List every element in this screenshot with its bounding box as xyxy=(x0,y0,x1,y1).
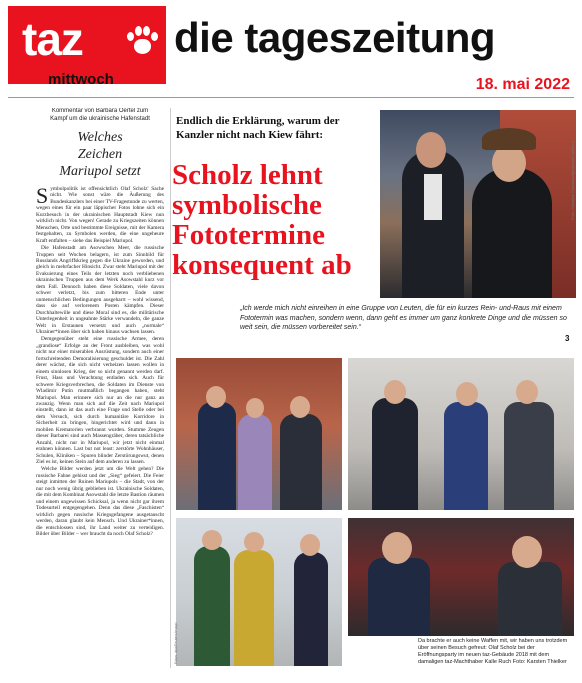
photo-figure xyxy=(290,396,310,418)
paw-icon xyxy=(126,26,158,58)
photo-caption xyxy=(418,638,574,666)
title-line: Zeichen xyxy=(77,147,123,162)
masthead-divider xyxy=(8,97,574,98)
photo-figure xyxy=(498,562,562,636)
photo-figure xyxy=(198,402,236,510)
photo-figure xyxy=(472,168,552,298)
lead-headline[interactable] xyxy=(172,160,402,280)
headline-line: Fototermine xyxy=(172,219,325,251)
commentary-body xyxy=(36,183,164,538)
column-divider xyxy=(170,108,171,668)
masthead xyxy=(0,0,582,100)
hero-photo-credit: Foto: Christian Charisius/dpa/picture alliance xyxy=(570,140,575,220)
photo-figure xyxy=(504,402,554,510)
lead-quote: „Ich werde mich nicht einreihen in eine Gruppe von Leuten, die für ein kurzes Rein- und-Raus mit einem Fototermin was machen, sondern wenn, dann geht es immer um ganz konkrete Dinge und die müssen so weit sein, die müssen vorbereitet sein.“ xyxy=(240,305,567,331)
commentary-paragraph: Demgegenüber steht eine russische Armee, deren „grandiose“ Erfolge an der Front ausbleiben, was wohl nicht nur einer miserablen Ausrüstung, sondern auch einer fortschreitenden Demoralisierung geschuldet ist. Die Zahl derer wächst, die sich nicht verheizen lassen wollen in einem sinnlosen Krieg, der so nicht genannt werden darf. Frust, Hass und Verachtung entladen sich. Auch für schwere Kriegsverbrechen, die Soldaten im Dienste von Wladimir Putin mutmaßlich begangen haben, steht Mariupol. Man erinnere sich nur an die nur ganz an zwanzig. Wenn man sich auf die Zeit nach Mariupol einstellt, dann ist das auch eine Frage und Stelle oder bei dem Versuch, sich durch humanitäre Korridore in Sicherheit zu bringen, hingerichtet wird und dann in mobilen Krematorien verbrannt wurden. Stumme Zeugen dieser Barbarei sind auch Massengräber, deren tatsächliche Anzahl, nicht nur in Mariupol, wir jetzt nicht einmal erahnen können. Last but not least: zerstörte Wohnhäuser, Schulen, Kliniken – Spuren blinder Zerstörungswut, denen Ziel es ist, keinen Stein auf dem anderen zu lassen. xyxy=(36,336,164,466)
byline-line: Kommentar von Barbara Oertel zum xyxy=(51,108,149,114)
logo-text: taz xyxy=(22,13,83,65)
commentary-column xyxy=(36,108,164,678)
photo-figure xyxy=(384,380,406,404)
headline-line: Scholz lehnt xyxy=(172,159,323,191)
photo-state-visit[interactable] xyxy=(348,358,574,510)
photo-figure xyxy=(294,552,328,666)
dropcap: S xyxy=(36,183,49,208)
photo-figure xyxy=(424,174,442,220)
photo-figure xyxy=(246,398,264,418)
photo-figure xyxy=(202,530,222,550)
paragraph-text: ymbolpolitik ist offensichtlich Olaf Scholz' Sache nicht. Wie sonst wäre die Äußerung des Bundeskanzlers bei einer TV-Fragestunde zu werten, wegen eines für ein paar läppischer Fotos lohne sich ein Kurzbesuch in der ukrainischen Hauptstadt Kiew nun wirklich nicht. Von wegen! Gerade zu Kriegszeiten können Menschen, Orte und bestimmte Ereignisse, mit der Kamera festgehalten, zu Symbolen werden, die eine ungeheure Kraft entfalten – siehe das Beispiel Mariupol. xyxy=(36,186,164,244)
photo-figure xyxy=(238,414,272,510)
photo-figure xyxy=(280,414,322,510)
byline-line: Kampf um die ukrainische Hafenstadt xyxy=(50,115,150,122)
photo-figure xyxy=(402,150,464,298)
photos-credit: Fotos: dpa/Reuters/Imago xyxy=(174,622,178,664)
photo-figure xyxy=(372,398,418,510)
photo-figure xyxy=(444,402,488,510)
commentary-paragraph: Welche Bilder werden jetzt um die Welt gehen? Die russische Fahne gehisst und der „Sieg“ gefeiert. Die Feier steigt inmitten der Ruinen Mariupols – die Stadt, von der nur noch wenig übrig geblieben ist. Ukrainische Soldaten, die mit dem Kombinat Asowstahl die letzte Bastion räumen und einem ungewissen Schicksal, ja wenn nicht gar ihrem Todesurteil entgegengehen. Denn das diese „Faschisten“ wirklich gegen russische Kriegsgefangene ausgetauscht werden, daran glaubt kein Mensch. Und Ukrainer*innen, die entschlossen sind, ihr Land weiter zu verteidigen. Bilder über Bilder – wer braucht da noch Olaf Scholz? xyxy=(36,466,164,538)
photo-figure xyxy=(416,132,446,168)
weekday: mittwoch xyxy=(48,71,114,88)
photo-royals[interactable] xyxy=(176,358,342,510)
photo-figure xyxy=(382,532,412,564)
lead-kicker: Endlich die Erklärung, warum der Kanzler nicht nach Kiew fährt: xyxy=(176,115,340,141)
photo-figure xyxy=(512,536,542,568)
photo-figure xyxy=(206,386,226,408)
photo-figure xyxy=(300,534,320,556)
caption-credit: Foto: Karsten Thielker xyxy=(512,659,567,665)
commentary-title xyxy=(36,129,164,180)
commentary-paragraph xyxy=(36,183,164,244)
caption-text: Da brachte er auch keine Waffen mit, wir haben uns trotzdem über seinen Besuch gefreut: Olaf Scholz bei der Eröffnungsparty im neuen taz-Gebäude 2018 mit dem damaligen taz-Machthaber Kalle Ruch xyxy=(418,638,568,665)
photo-figure xyxy=(456,382,478,406)
paper-name: die tageszeitung xyxy=(174,14,496,61)
photo-figure xyxy=(516,380,538,404)
page-reference[interactable]: 3 xyxy=(565,334,570,343)
headline-line: konsequent ab xyxy=(172,249,352,281)
title-line: Welches xyxy=(77,130,123,145)
photo-street-musicians[interactable] xyxy=(176,518,342,666)
title-line: Mariupol setzt xyxy=(59,164,141,179)
issue-date: 18. mai 2022 xyxy=(475,76,570,93)
headline-line: symbolische xyxy=(172,189,322,221)
photo-figure xyxy=(244,532,264,552)
commentary-paragraph: Die Hafenstadt am Asowschen Meer, die russische Truppen seit Wochen belagern, ist zum Sinnbild für Russlands Angriffskrieg gegen die Ukraine geworden, und gleich in mehrfacher Hinsicht. Zwar steht Mariupol mit der Evakuierung eines Teils der letzten noch verbliebenen ukrainischen Truppen aus dem Werk Asowstahl kurz vor dem Fall. Dennoch haben diese Soldaten, viele davon schwer verletzt, bis zum bitteren Ende unter unmenschlichen Bedingungen ausgeharrt – wohl wissend, dass sie auf verlorenem Posten kämpfen. Dieser Durchhaltewille und diese Moral sind es, die militärische Unterlegenheit in ungeahnte Stärke verwandeln, die ganze Welt in Erstaunen versetzt und auch „normale“ Ukrainer*innen über sich haben hinaus wachsen lassen. xyxy=(36,245,164,335)
photo-figure xyxy=(482,128,536,150)
photo-figure xyxy=(368,558,430,636)
photo-taz-party[interactable] xyxy=(348,518,574,636)
hero-photo[interactable] xyxy=(380,110,576,298)
commentary-byline xyxy=(36,108,164,123)
photo-figure xyxy=(234,550,274,666)
photo-figure xyxy=(194,546,230,666)
